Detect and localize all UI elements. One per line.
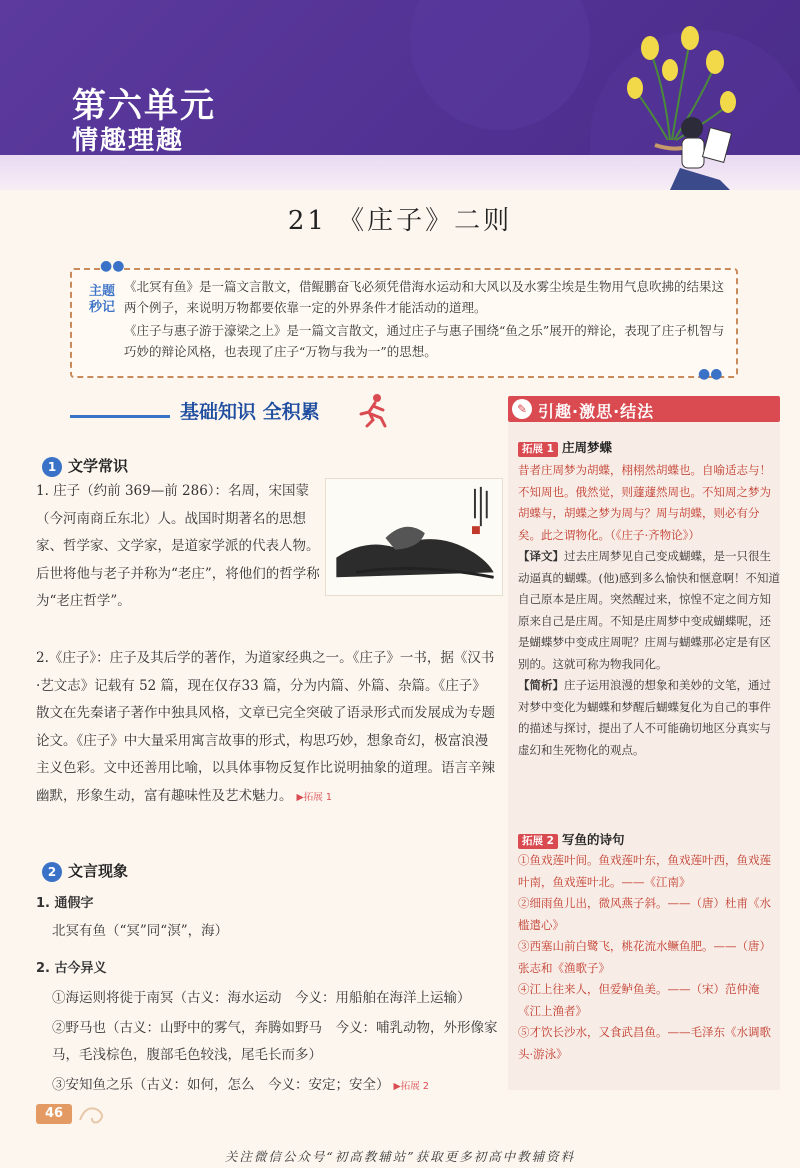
poem-item: ⑤才饮长沙水，又食武昌鱼。——毛泽东《水调歌头·游泳》 bbox=[518, 1025, 771, 1061]
theme-summary-box bbox=[70, 258, 738, 382]
zhuangzi-painting bbox=[325, 478, 503, 596]
subsection-title: 文学常识 bbox=[68, 457, 129, 475]
analysis-text: 庄子运用浪漫的想象和美妙的文笔，通过对梦中变化为蝴蝶和梦醒后蝴蝶复化为自己的事件的描述与探讨，提出了人不可能确切地区分真实与虚幻和生死物化的观点。 bbox=[518, 678, 771, 757]
right-panel-header bbox=[508, 396, 780, 422]
tongjia-heading: 1. 通假字 bbox=[36, 896, 94, 911]
right-panel-title: 引趣·激思·结法 bbox=[538, 402, 655, 421]
literature-item-2-text: 2.《庄子》：庄子及其后学的著作，为道家经典之一。《庄子》一书，据《汉书·艺文志》记载有 52 篇，现在仅存33 篇，分为内篇、外篇、杂篇。《庄子》散文在先秦诸子著作中独具风格，文章已完全突破了语录形式而发展成为专题论文。《庄子》中大量采用寓言故事的形式，构思巧妙，想象奇幻，极富浪漫主义色彩。文中还善用比喻，以具体事物反复作比说明抽象的道理。语言辛辣幽默，形象生动，富有趣味性及艺术魅力。 bbox=[36, 650, 495, 804]
poem-item: ③西塞山前白鹭飞，桃花流水鳜鱼肥。——（唐）张志和《渔歌子》 bbox=[518, 939, 771, 975]
extension-1-translation bbox=[518, 546, 780, 675]
theme-label-line2: 秒记 bbox=[88, 300, 115, 315]
poem-item: ②细雨鱼儿出，微风燕子斜。——（唐）杜甫《水槛遣心》 bbox=[518, 896, 771, 932]
poem-item: ④江上往来人，但爱鲈鱼美。——（宋）范仲淹《江上渔者》 bbox=[518, 982, 760, 1018]
page-number: 46 bbox=[36, 1104, 72, 1124]
spark-icon: ✎ bbox=[512, 399, 532, 419]
swirl-icon bbox=[76, 1100, 116, 1128]
footer-note: 关注微信公众号“初高教辅站”获取更多初高中教辅资料 bbox=[224, 1149, 576, 1164]
right-panel bbox=[508, 422, 780, 1090]
gujin-item-3 bbox=[36, 1072, 498, 1101]
extension-1-title: 庄周梦蝶 bbox=[561, 440, 612, 455]
number-badge: 1 bbox=[42, 457, 62, 477]
extension-1-body bbox=[518, 460, 780, 761]
extension-1-original: 昔者庄周梦为胡蝶，栩栩然胡蝶也。自喻适志与！不知周也。俄然觉，则蘧蘧然周也。不知周之梦为胡蝶与，胡蝶之梦为周与？周与胡蝶，则必有分矣。此之谓物化。（《庄子·齐物论》） bbox=[518, 463, 771, 542]
extension-2-heading bbox=[518, 830, 624, 849]
extension-link-1[interactable]: ▶拓展 1 bbox=[296, 791, 332, 803]
subsection-classical bbox=[42, 860, 128, 882]
gujin-heading: 2. 古今异义 bbox=[36, 961, 107, 976]
analysis-label: 【简析】 bbox=[518, 678, 564, 692]
extension-2-title: 写鱼的诗句 bbox=[561, 832, 625, 847]
number-badge: 2 bbox=[42, 862, 62, 882]
subsection-title: 文言现象 bbox=[68, 862, 129, 880]
heading-rule-left bbox=[70, 415, 170, 418]
quote-open-icon: ●● bbox=[100, 258, 125, 274]
quote-close-icon: ●● bbox=[698, 366, 723, 382]
theme-label-line1: 主题 bbox=[88, 284, 115, 299]
gujin-item-1: ①海运则将徙于南冥（古义：海水运动 今义：用船舶在海洋上运输） bbox=[52, 990, 471, 1006]
poem-item: ①鱼戏莲叶间。鱼戏莲叶东，鱼戏莲叶西，鱼戏莲叶南，鱼戏莲叶北。——《江南》 bbox=[518, 853, 771, 889]
literature-item-1: 1. 庄子（约前 369—前 286）：名周，宋国蒙（今河南商丘东北）人。战国时期著名的思想家、哲学家、文学家，是道家学派的代表人物。后世将他与老子并称为“老庄”，将他们的哲学称为“老庄哲学”。 bbox=[36, 483, 320, 609]
runner-icon bbox=[355, 392, 391, 428]
lesson-title: 21 《庄子》二则 bbox=[287, 206, 513, 236]
gujin-list bbox=[36, 985, 498, 1102]
literature-item-2 bbox=[36, 645, 498, 811]
section-title: 基础知识 全积累 bbox=[180, 401, 320, 423]
extension-1-analysis bbox=[518, 675, 780, 761]
unit-theme: 情趣理趣 bbox=[72, 126, 185, 156]
extension-1-heading bbox=[518, 438, 612, 457]
theme-label bbox=[86, 284, 118, 316]
tulip-reader-illustration bbox=[610, 20, 745, 195]
theme-text bbox=[124, 276, 732, 364]
gujin-item-3-text: ③安知鱼之乐（古义：如何，怎么 今义：安定；安全） bbox=[52, 1076, 390, 1093]
translation-text: 过去庄周梦见自己变成蝴蝶，是一只很生动逼真的蝴蝶。(他)感到多么愉快和惬意啊！不知道自己原本是庄周。突然醒过来，惊惶不定之间方知原来自己是庄周。不知是庄周梦中变成蝴蝶呢，还是蝴蝶梦中变成庄周呢？庄周与蝴蝶那必定是有区别的。这就可称为物我同化。 bbox=[518, 549, 780, 671]
gujin-item-2: ②野马也（古义：山野中的雾气，奔腾如野马 今义：哺乳动物，外形像家马，毛浅棕色，腹部毛色较浅，尾毛长而多） bbox=[52, 1019, 498, 1063]
theme-paragraph-2: 《庄子与惠子游于濠梁之上》是一篇文言散文，通过庄子与惠子围绕“鱼之乐”展开的辩论，表现了庄子机智与巧妙的辩论风格，也表现了庄子“万物与我为一”的思想。 bbox=[124, 323, 725, 359]
extension-tag: 拓展 1 bbox=[518, 442, 558, 457]
unit-title: 第六单元 bbox=[72, 86, 216, 126]
poem-list bbox=[518, 850, 780, 1065]
theme-paragraph-1: 《北冥有鱼》是一篇文言散文，借鲲鹏奋飞必须凭借海水运动和大风以及水雾尘埃是生物用气息吹拂的结果这两个例子，来说明万物都要依靠一定的外界条件才能活动的道理。 bbox=[124, 279, 725, 315]
extension-tag: 拓展 2 bbox=[518, 834, 558, 849]
subsection-literature bbox=[42, 455, 128, 477]
tongjia-example: 北冥有鱼（“冥”同“溟”，海） bbox=[52, 923, 229, 939]
section-heading-basics bbox=[30, 395, 500, 431]
translation-label: 【译文】 bbox=[518, 549, 564, 563]
extension-link-2[interactable]: ▶拓展 2 bbox=[393, 1080, 429, 1092]
